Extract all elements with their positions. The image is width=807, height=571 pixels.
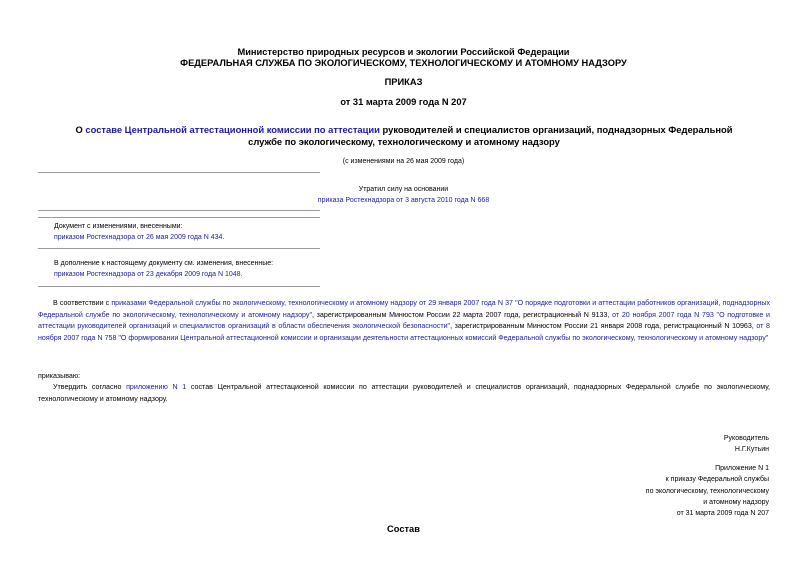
p1-link-order-758[interactable]: от 8 ноября 2007 года N 758 "О формировании Центральной аттестационной комиссии и организации деятельности аттестационных комиссий Федеральной службы по экологическому, технологическому и атомному надзору" (38, 322, 770, 342)
separator-2 (38, 210, 320, 211)
order-word: приказываю: (38, 372, 81, 380)
separator-top (38, 172, 320, 173)
changes-end: . (222, 234, 225, 241)
p1-text-b: , зарегистрированным Минюстом России 22 марта 2007 года, регистрационный N 9133, (311, 310, 613, 319)
changes-text: Документ с изменениями, внесенными: (54, 223, 183, 230)
expired-text: Утратил силу на основании (358, 186, 449, 193)
p2-text-a: Утвердить согласно (53, 383, 127, 391)
p1-text-c: , зарегистрированным Минюстом России 21 января 2008 года, регистрационный N 10963, (450, 322, 757, 330)
appendix-line-5: от 31 марта 2009 года N 207 (676, 510, 769, 518)
ministry-name: Министерство природных ресурсов и экологии Российской Федерации (237, 47, 570, 57)
signature-role: Руководитель (723, 435, 769, 442)
p2-text-b: состав Центральной аттестационной комиссии по аттестации руководителей и специалистов организаций, поднадзорных Федеральной службе по экологическому, технологическому и атомному надзору. (38, 383, 770, 403)
separator-5 (38, 286, 320, 287)
signature-name: Н.Г.Кутьин (734, 446, 769, 453)
title-commission-link[interactable]: составе Центральной аттестационной комиссии по аттестации (85, 124, 380, 135)
appendix-line-4: и атомному надзору (703, 498, 769, 506)
service-name: ФЕДЕРАЛЬНАЯ СЛУЖБА ПО ЭКОЛОГИЧЕСКОМУ, ТЕХНОЛОГИЧЕСКОМУ И АТОМНОМУ НАДЗОРУ (180, 58, 627, 68)
appendix-line-1: Приложение N 1 (715, 465, 769, 472)
addition-order-link[interactable]: приказом Ростехнадзора от 23 декабря 2009 года N 1048 (54, 271, 241, 278)
addition-link-line (54, 269, 243, 281)
title-prefix: О (75, 124, 86, 135)
composition-title: Состав (387, 524, 420, 534)
body-paragraph-1 (38, 298, 770, 344)
document-type: ПРИКАЗ (384, 77, 423, 87)
separator-3 (38, 217, 320, 218)
document-date: от 31 марта 2009 года N 207 (340, 97, 467, 107)
p1-text-a: В соответствии с (53, 299, 112, 307)
expired-order-link[interactable]: приказа Ростехнадзора от 3 августа 2010 года N 668 (317, 197, 490, 204)
changes-link-line (54, 232, 224, 244)
p1-link-order-793[interactable]: от 20 ноября 2007 года N 793 "О подготовке и аттестации руководителей организаций и специалистов организаций в области обеспечения экологической безопасности" (38, 310, 770, 330)
addition-text: В дополнение к настоящему документу см. изменения, внесенные: (54, 260, 274, 267)
appendix-line-2: к приказу Федеральной службы (665, 476, 769, 484)
amendments-note: (с изменениями на 26 мая 2009 года) (342, 158, 465, 165)
changes-order-link[interactable]: приказом Ростехнадзора от 26 мая 2009 года N 434 (54, 234, 223, 241)
p2-appendix-link[interactable]: приложению N 1 (126, 383, 187, 391)
document-title (70, 124, 738, 148)
p1-link-order-37[interactable]: приказами Федеральной службы по экологическому, технологическому и атомному надзору от 29 января 2007 года N 37 "О порядке подготовки и аттестации работников организаций, поднадзорных Федеральной службе по экологическому, технологическому и атомному надзору" (38, 299, 770, 319)
appendix-line-3: по экологическому, технологическому (645, 487, 769, 495)
addition-end: . (240, 271, 243, 278)
title-suffix: руководителей и специалистов организаций, поднадзорных Федеральной службе по экологическому, технологическому и атомному надзору (248, 124, 733, 147)
separator-4 (38, 248, 320, 249)
appendix-header (646, 463, 769, 519)
body-paragraph-2 (38, 382, 770, 405)
expired-link-line (0, 195, 807, 207)
